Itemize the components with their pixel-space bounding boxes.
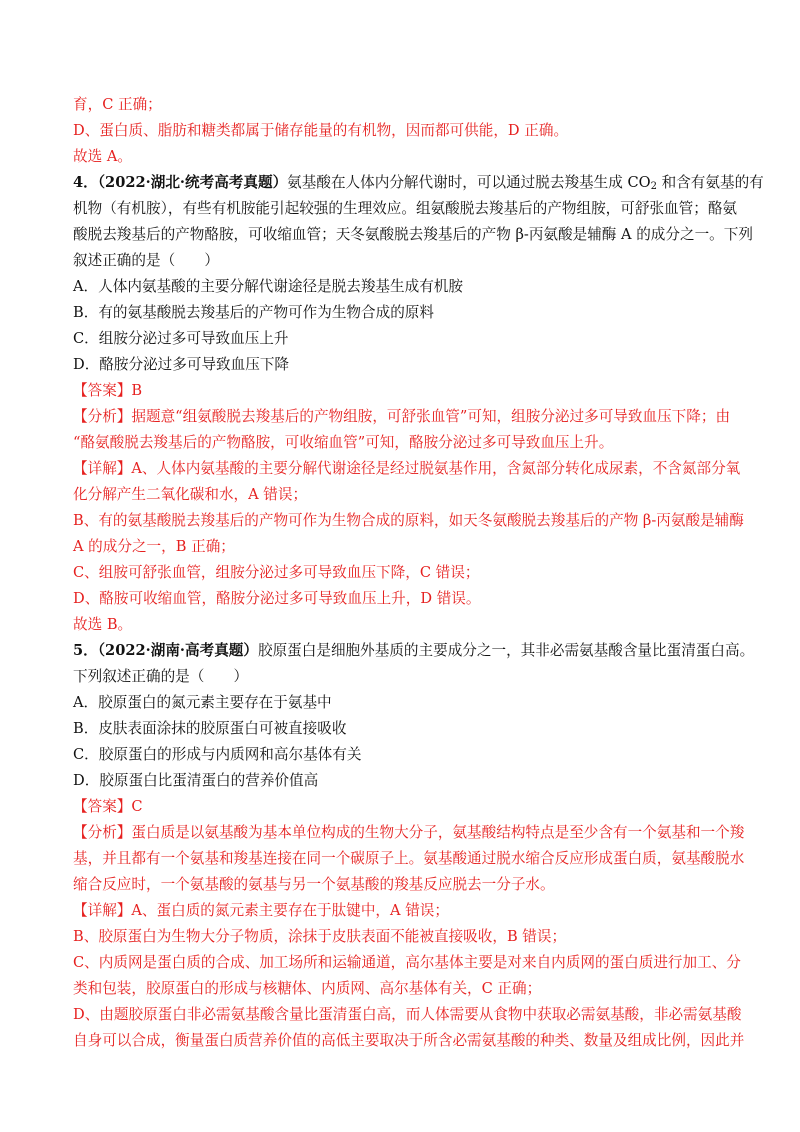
detail-line: B、有的氨基酸脱去羧基后的产物可作为生物合成的原料，如天冬氨酸脱去羧基后的产物 β-丙氨酸是辅酶 <box>73 512 744 529</box>
question-source: （2022·湖南·高考真题） <box>97 642 258 659</box>
detail-line: D、由题胶原蛋白非必需氨基酸含量比蛋清蛋白高，而人体需要从食物中获取必需氨基酸，非必需氨基酸 <box>73 1006 742 1023</box>
option-a: A．胶原蛋白的氮元素主要存在于氨基中 <box>73 694 332 711</box>
document-page <box>73 92 764 1054</box>
answer-line: 【答案】C <box>73 798 143 815</box>
option-a: A．人体内氨基酸的主要分解代谢途径是脱去羧基生成有机胺 <box>73 278 463 295</box>
answer-line: 【答案】B <box>73 382 143 399</box>
text-line: 下列叙述正确的是（ ） <box>73 668 249 685</box>
analysis-line: 缩合反应时，一个氨基酸的氨基与另一个氨基酸的羧基反应脱去一分子水。 <box>73 876 555 893</box>
option-b: B．皮肤表面涂抹的胶原蛋白可被直接吸收 <box>73 720 347 737</box>
detail-line: 【详解】A、人体内氨基酸的主要分解代谢途径是经过脱氨基作用，含氮部分转化成尿素，不含氮部分氧 <box>73 460 741 477</box>
analysis-line: 【分析】据题意“组氨酸脱去羧基后的产物组胺，可舒张血管”可知，组胺分泌过多可导致血压下降；由 <box>73 408 731 425</box>
detail-line: B、胶原蛋白为生物大分子物质，涂抹于皮肤表面不能被直接吸收，B 错误； <box>73 928 567 945</box>
analysis-line: 【分析】蛋白质是以氨基酸为基本单位构成的生物大分子，氨基酸结构特点是至少含有一个氨基和一个羧 <box>73 824 745 841</box>
detail-line: 【详解】A、蛋白质的氮元素主要存在于肽键中，A 错误； <box>73 902 449 919</box>
analysis-line: “酪氨酸脱去羧基后的产物酪胺，可收缩血管”可知，酪胺分泌过多可导致血压上升。 <box>73 434 614 451</box>
detail-line: A 的成分之一，B 正确； <box>73 538 235 555</box>
option-d: D．胶原蛋白比蛋清蛋白的营养价值高 <box>73 772 319 789</box>
text-line: 机物（有机胺），有些有机胺能引起较强的生理效应。组氨酸脱去羧基后的产物组胺，可舒张血管；酪氨 <box>73 200 738 217</box>
conclusion-line: 故选 B。 <box>73 616 133 633</box>
text-line: 叙述正确的是（ ） <box>73 252 219 269</box>
text-line: 育，C 正确； <box>73 96 162 113</box>
option-b: B．有的氨基酸脱去羧基后的产物可作为生物合成的原料 <box>73 304 434 321</box>
question-number: 5． <box>73 642 98 659</box>
question-5-stem: 5．（2022·湖南·高考真题）胶原蛋白是细胞外基质的主要成分之一，其非必需氨基酸含量比蛋清蛋白高。 <box>73 642 755 659</box>
option-c: C．组胺分泌过多可导致血压上升 <box>73 330 289 347</box>
option-d: D．酪胺分泌过多可导致血压下降 <box>73 356 290 373</box>
detail-line: C、组胺可舒张血管，组胺分泌过多可导致血压下降，C 错误； <box>73 564 480 581</box>
question-number: 4． <box>73 174 98 191</box>
text-line: D、蛋白质、脂肪和糖类都属于储存能量的有机物，因而都可供能，D 正确。 <box>73 122 569 139</box>
question-source: （2022·湖北·统考高考真题） <box>97 174 288 191</box>
detail-line: 化分解产生二氧化碳和水，A 错误； <box>73 486 308 503</box>
detail-line: C、内质网是蛋白质的合成、加工场所和运输通道，高尔基体主要是对来自内质网的蛋白质进行加工、分 <box>73 954 741 971</box>
detail-line: 自身可以合成，衡量蛋白质营养价值的高低主要取决于所含必需氨基酸的种类、数量及组成比例，因此并 <box>73 1032 745 1049</box>
text-line: 酸脱去羧基后的产物酪胺，可收缩血管；天冬氨酸脱去羧基后的产物 β-丙氨酸是辅酶 A 的成分之一。下列 <box>73 226 753 243</box>
question-4-stem: 4．（2022·湖北·统考高考真题）氨基酸在人体内分解代谢时，可以通过脱去羧基生成 $CO_2$ 和含有氨基的有 <box>73 174 764 192</box>
option-c: C．胶原蛋白的形成与内质网和高尔基体有关 <box>73 746 362 763</box>
text-line: 故选 A。 <box>73 148 132 165</box>
analysis-line: 基，并且都有一个氨基和羧基连接在同一个碳原子上。氨基酸通过脱水缩合反应形成蛋白质，氨基酸脱水 <box>73 850 745 867</box>
detail-line: D、酪胺可收缩血管，酪胺分泌过多可导致血压上升，D 错误。 <box>73 590 481 607</box>
detail-line: 类和包装，胶原蛋白的形成与核糖体、内质网、高尔基体有关，C 正确； <box>73 980 542 997</box>
